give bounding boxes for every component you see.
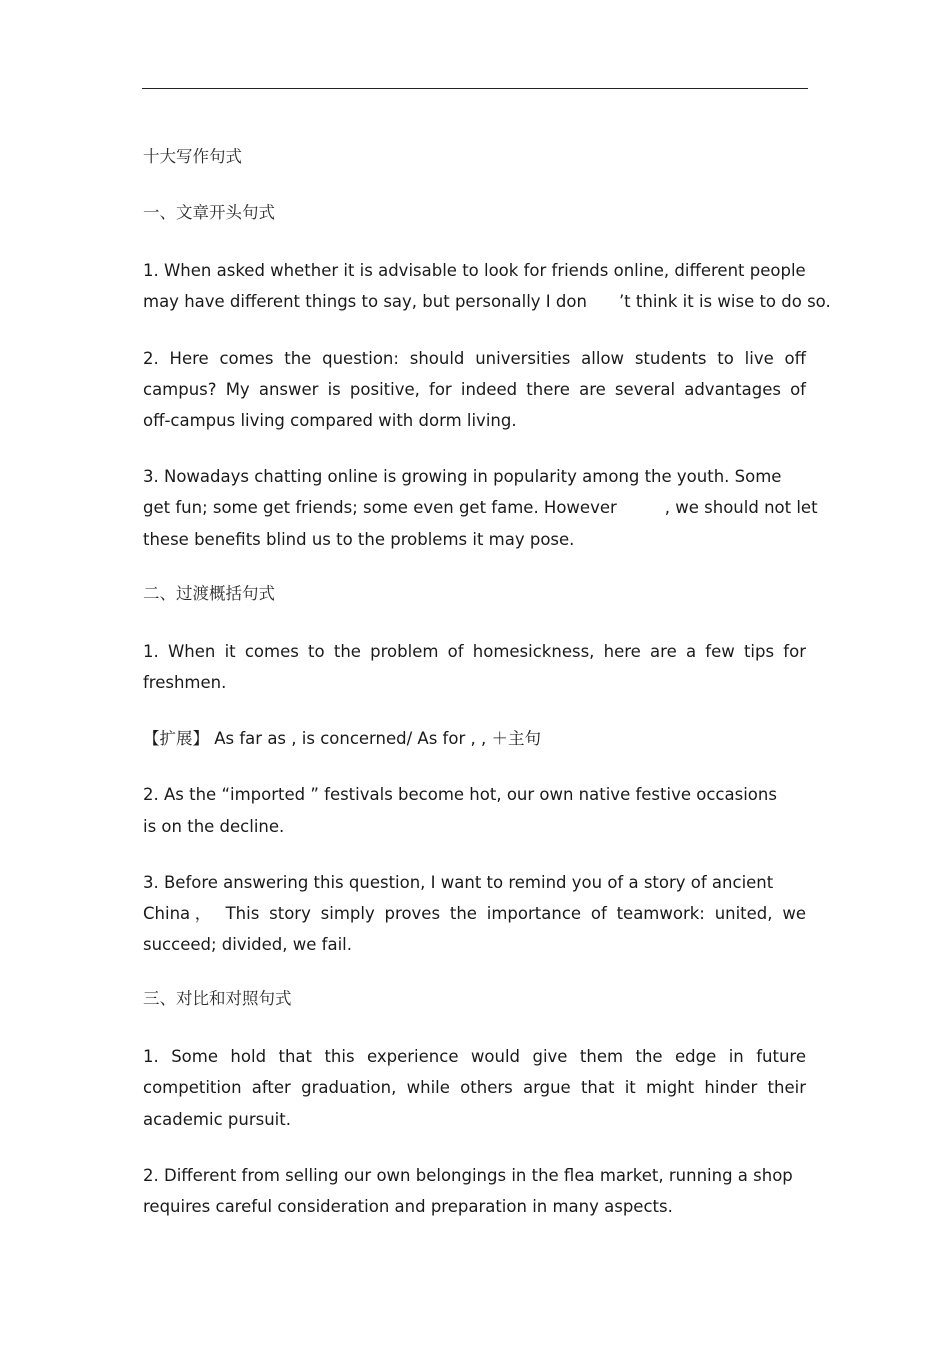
paragraph-line: these benefits blind us to the problems it may pose. bbox=[143, 530, 575, 549]
paragraph-line: 3. Nowadays chatting online is growing in popularity among the youth. Some bbox=[143, 467, 782, 486]
paragraph-line: 2. Here comes the question: should universities allow students to live off bbox=[143, 349, 806, 368]
paragraph-line: 2. As the “imported ” festivals become hot, our own native festive occasions bbox=[143, 785, 777, 804]
paragraph-line: 【扩展】 As far as , is concerned/ As for , , ＋主句 bbox=[143, 729, 541, 748]
document-title: 十大写作句式 bbox=[143, 147, 242, 166]
paragraph-line: competition after graduation, while others argue that it might hinder their bbox=[143, 1078, 806, 1097]
text-fragment: , we should not let bbox=[664, 498, 818, 517]
text-fragment: may have different things to say, but personally I don bbox=[143, 292, 587, 311]
paragraph-line: academic pursuit. bbox=[143, 1110, 291, 1129]
paragraph-line: 1. Some hold that this experience would give them the edge in future bbox=[143, 1047, 806, 1066]
paragraph-line: China， This story simply proves the importance of teamwork: united, we bbox=[143, 904, 806, 923]
paragraph-line: campus? My answer is positive, for indeed there are several advantages of bbox=[143, 380, 806, 399]
paragraph-line bbox=[143, 291, 831, 313]
paragraph-line: is on the decline. bbox=[143, 817, 285, 836]
paragraph-line: 1. When it comes to the problem of homesickness, here are a few tips for bbox=[143, 642, 806, 661]
paragraph-line: freshmen. bbox=[143, 673, 227, 692]
paragraph-line bbox=[143, 497, 818, 519]
paragraph-line: 3. Before answering this question, I want to remind you of a story of ancient bbox=[143, 873, 774, 892]
paragraph-line: requires careful consideration and preparation in many aspects. bbox=[143, 1197, 673, 1216]
text-fragment: ’t think it is wise to do so. bbox=[618, 292, 831, 311]
text-fragment: get fun; some get friends; some even get fame. However bbox=[143, 498, 617, 517]
paragraph-line: 2. Different from selling our own belongings in the flea market, running a shop bbox=[143, 1166, 793, 1185]
paragraph-line: 1. When asked whether it is advisable to look for friends online, different people bbox=[143, 261, 806, 280]
section-heading-3: 三、对比和对照句式 bbox=[143, 989, 292, 1008]
paragraph-line: succeed; divided, we fail. bbox=[143, 935, 352, 954]
header-rule bbox=[142, 88, 808, 89]
section-heading-2: 二、过渡概括句式 bbox=[143, 584, 275, 603]
section-heading-1: 一、文章开头句式 bbox=[143, 203, 275, 222]
paragraph-line: off-campus living compared with dorm living. bbox=[143, 411, 517, 430]
